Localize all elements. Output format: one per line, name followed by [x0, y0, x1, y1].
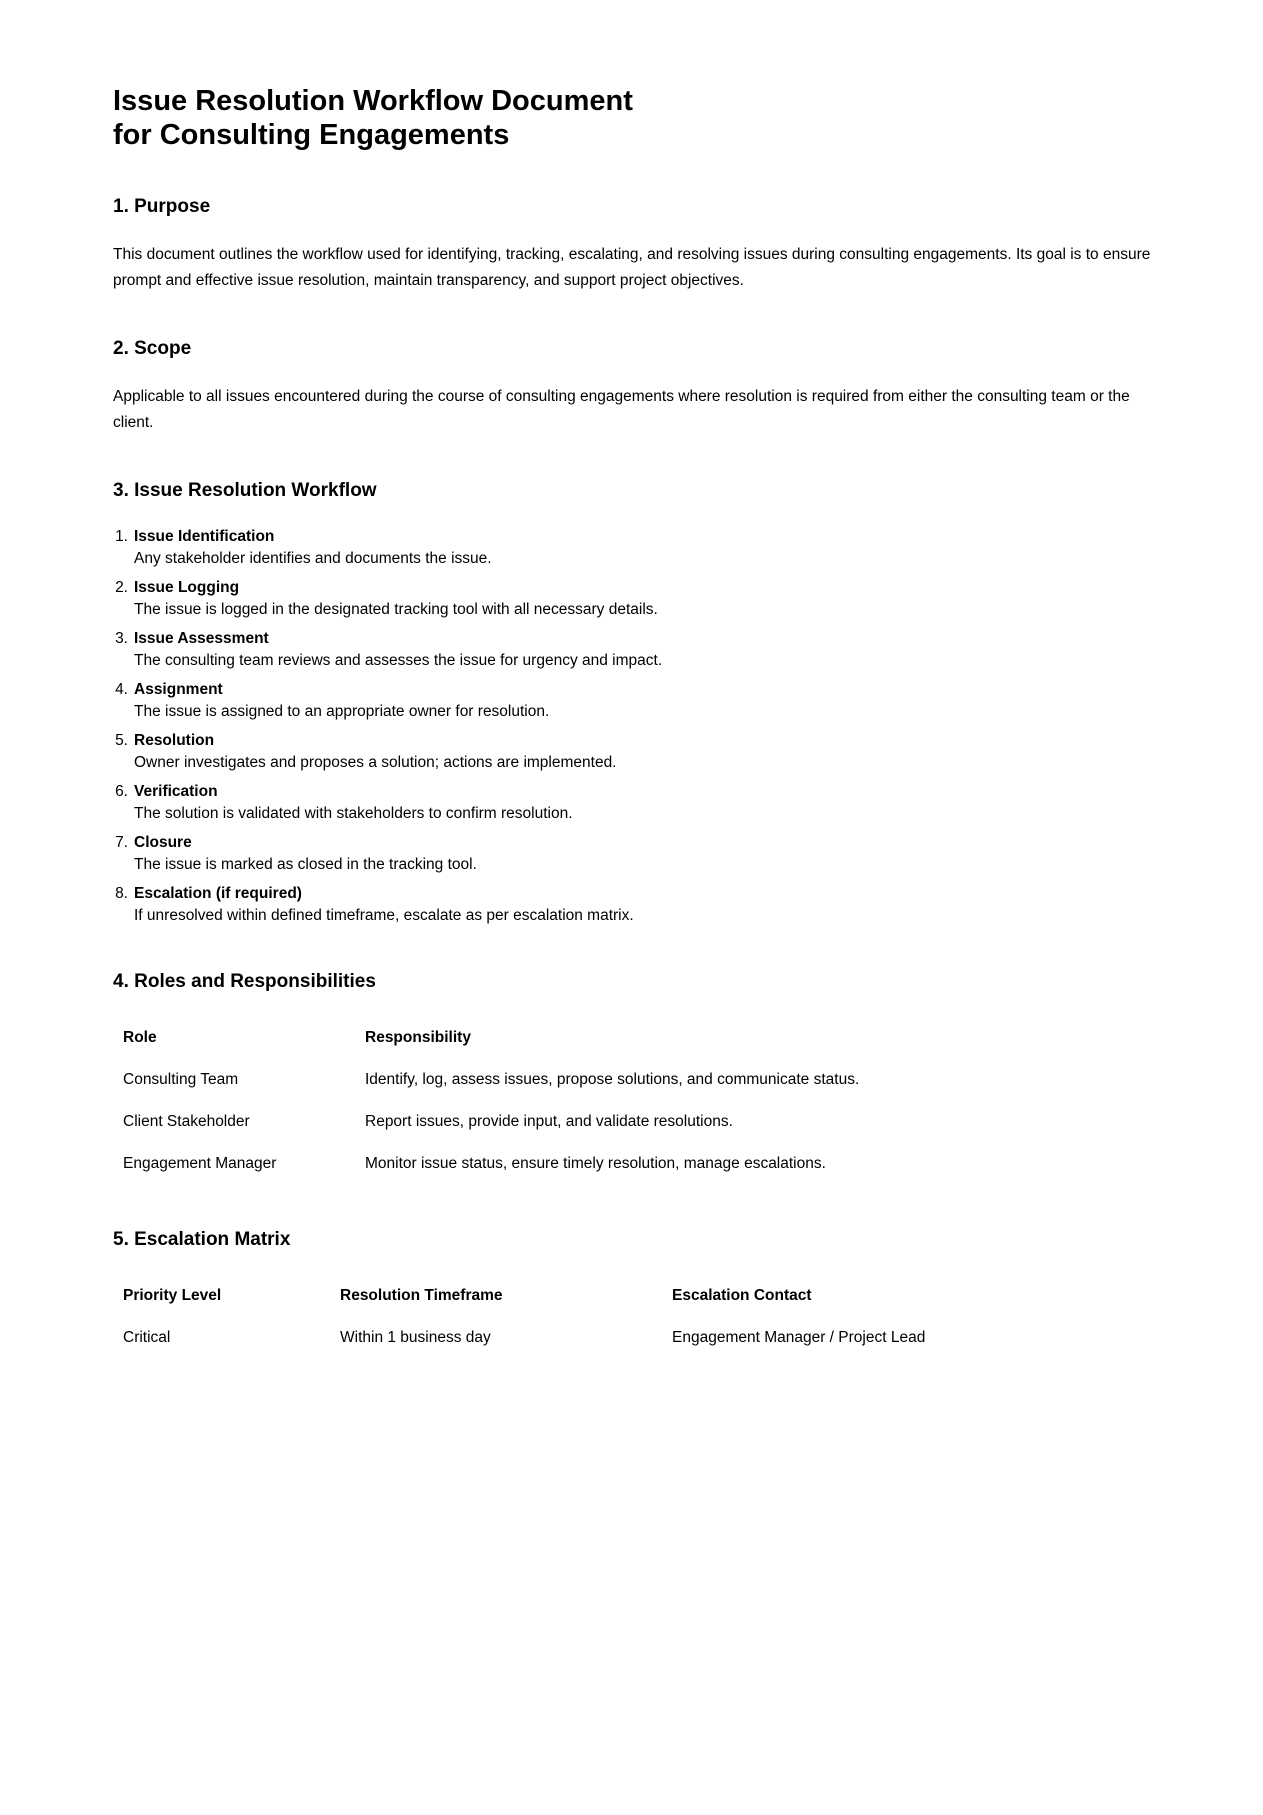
escalation-table-header-row — [113, 1275, 935, 1317]
step-number: 3. — [115, 630, 128, 647]
roles-header-responsibility: Responsibility — [365, 1029, 471, 1046]
step-description: The issue is logged in the designated tracking tool with all necessary details. — [134, 601, 658, 618]
workflow-step — [113, 832, 1158, 876]
table-row — [113, 1143, 869, 1185]
step-description: If unresolved within defined timeframe, escalate as per escalation matrix. — [134, 907, 634, 924]
step-title: Resolution — [134, 732, 215, 749]
workflow-step — [113, 883, 1158, 927]
step-description: Any stakeholder identifies and documents the issue. — [134, 550, 492, 567]
step-title: Issue Identification — [134, 528, 275, 545]
workflow-step — [113, 628, 1158, 672]
table-row — [113, 1101, 869, 1143]
scope-body: Applicable to all issues encountered during the course of consulting engagements where resolution is required from either the consulting team or the client. — [113, 388, 1130, 431]
workflow-step — [113, 526, 1158, 570]
workflow-step — [113, 577, 1158, 621]
responsibility-cell: Report issues, provide input, and validate resolutions. — [365, 1113, 733, 1130]
step-number: 2. — [115, 579, 128, 596]
table-row — [113, 1059, 869, 1101]
section-workflow — [113, 480, 1158, 927]
contact-cell: Engagement Manager / Project Lead — [672, 1329, 926, 1346]
section-scope — [113, 338, 1158, 436]
workflow-step — [113, 781, 1158, 825]
role-cell: Client Stakeholder — [123, 1113, 250, 1130]
section-purpose — [113, 196, 1158, 294]
step-title: Issue Assessment — [134, 630, 269, 647]
document-title-line1: Issue Resolution Workflow Document — [113, 85, 633, 117]
roles-table — [113, 1017, 869, 1185]
workflow-step — [113, 730, 1158, 774]
step-title: Escalation (if required) — [134, 885, 302, 902]
step-number: 4. — [115, 681, 128, 698]
workflow-steps-list — [113, 526, 1158, 927]
timeframe-cell: Within 1 business day — [340, 1329, 491, 1346]
step-description: Owner investigates and proposes a solution; actions are implemented. — [134, 754, 617, 771]
escalation-header-timeframe: Resolution Timeframe — [340, 1287, 503, 1304]
purpose-body: This document outlines the workflow used for identifying, tracking, escalating, and resolving issues during consulting engagements. Its goal is to ensure prompt and effective issue resolution, maintain transparency, and support project objectives. — [113, 246, 1151, 289]
table-row — [113, 1317, 935, 1359]
step-number: 1. — [115, 528, 128, 545]
step-number: 7. — [115, 834, 128, 851]
workflow-step — [113, 679, 1158, 723]
purpose-heading: 1. Purpose — [113, 196, 211, 217]
responsibility-cell: Monitor issue status, ensure timely resolution, manage escalations. — [365, 1155, 826, 1172]
step-number: 6. — [115, 783, 128, 800]
escalation-header-contact: Escalation Contact — [672, 1287, 812, 1304]
workflow-heading: 3. Issue Resolution Workflow — [113, 480, 377, 501]
step-description: The issue is assigned to an appropriate owner for resolution. — [134, 703, 550, 720]
escalation-header-priority: Priority Level — [123, 1287, 222, 1304]
step-number: 5. — [115, 732, 128, 749]
step-description: The issue is marked as closed in the tracking tool. — [134, 856, 477, 873]
step-title: Verification — [134, 783, 218, 800]
document-title — [113, 84, 1158, 152]
roles-table-header-row — [113, 1017, 869, 1059]
step-number: 8. — [115, 885, 128, 902]
role-cell: Consulting Team — [123, 1071, 239, 1088]
step-title: Closure — [134, 834, 192, 851]
responsibility-cell: Identify, log, assess issues, propose solutions, and communicate status. — [365, 1071, 860, 1088]
roles-header-role: Role — [123, 1029, 157, 1046]
priority-cell: Critical — [123, 1329, 171, 1346]
step-description: The consulting team reviews and assesses the issue for urgency and impact. — [134, 652, 663, 669]
escalation-heading: 5. Escalation Matrix — [113, 1229, 291, 1250]
role-cell: Engagement Manager — [123, 1155, 277, 1172]
step-title: Assignment — [134, 681, 223, 698]
step-title: Issue Logging — [134, 579, 240, 596]
document-title-line2: for Consulting Engagements — [113, 119, 510, 151]
escalation-table — [113, 1275, 935, 1359]
section-roles — [113, 971, 1158, 1185]
roles-heading: 4. Roles and Responsibilities — [113, 971, 376, 992]
step-description: The solution is validated with stakeholders to confirm resolution. — [134, 805, 573, 822]
section-escalation — [113, 1229, 1158, 1359]
scope-heading: 2. Scope — [113, 338, 192, 359]
